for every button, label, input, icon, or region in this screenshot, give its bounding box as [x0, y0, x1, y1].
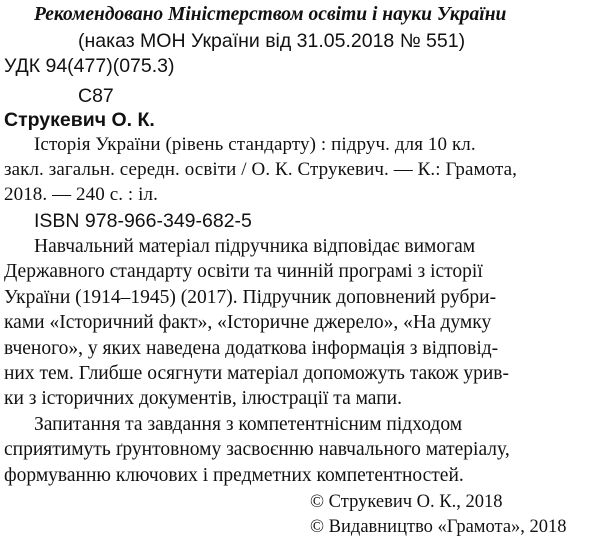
isbn: ISBN 978-966-349-682-5	[34, 210, 252, 232]
annotation-line: Запитання та завдання з компетентнісним підходом	[34, 414, 463, 435]
annotation-line: України (1914–1945) (2017). Підручник доповнений рубри-	[4, 287, 497, 308]
annotation-line: них тем. Глибше осягнути матеріал допоможуть також урив-	[4, 363, 509, 384]
annotation-line: Державного стандарту освіти та чинній програмі з історії	[4, 261, 483, 282]
bibliographic-line: Історія України (рівень стандарту) : підруч. для 10 кл.	[34, 134, 476, 155]
author-cipher: С87	[78, 85, 114, 107]
bibliographic-line: закл. загальн. середн. освіти / О. К. Струкевич. — К.: Грамота,	[4, 159, 518, 180]
annotation-line: вченого», у яких наведена додаткова інформація з відповід-	[4, 338, 499, 359]
annotation-line: Навчальний матеріал підручника відповідає вимогам	[34, 236, 476, 257]
bibliographic-line: 2018. — 240 с. : іл.	[4, 184, 158, 205]
copyright-author: © Струкевич О. К., 2018	[310, 492, 503, 512]
ministry-approval: Рекомендовано Міністерством освіти і науки України	[34, 4, 507, 25]
author-heading: Струкевич О. К.	[4, 109, 155, 131]
annotation-line: ками «Історичний факт», «Історичне джерело», «На думку	[4, 312, 492, 333]
annotation-line: формуванню ключових і предметних компетентностей.	[4, 465, 464, 486]
ministry-order: (наказ МОН України від 31.05.2018 № 551)	[78, 30, 466, 52]
udc-code: УДК 94(477)(075.3)	[4, 55, 175, 77]
annotation-line: ки з історичних документів, ілюстрації та мапи.	[4, 388, 402, 409]
annotation-line: сприятимуть ґрунтовному засвоєнню навчального матеріалу,	[4, 439, 510, 460]
copyright-publisher: © Видавництво «Грамота», 2018	[310, 517, 567, 537]
